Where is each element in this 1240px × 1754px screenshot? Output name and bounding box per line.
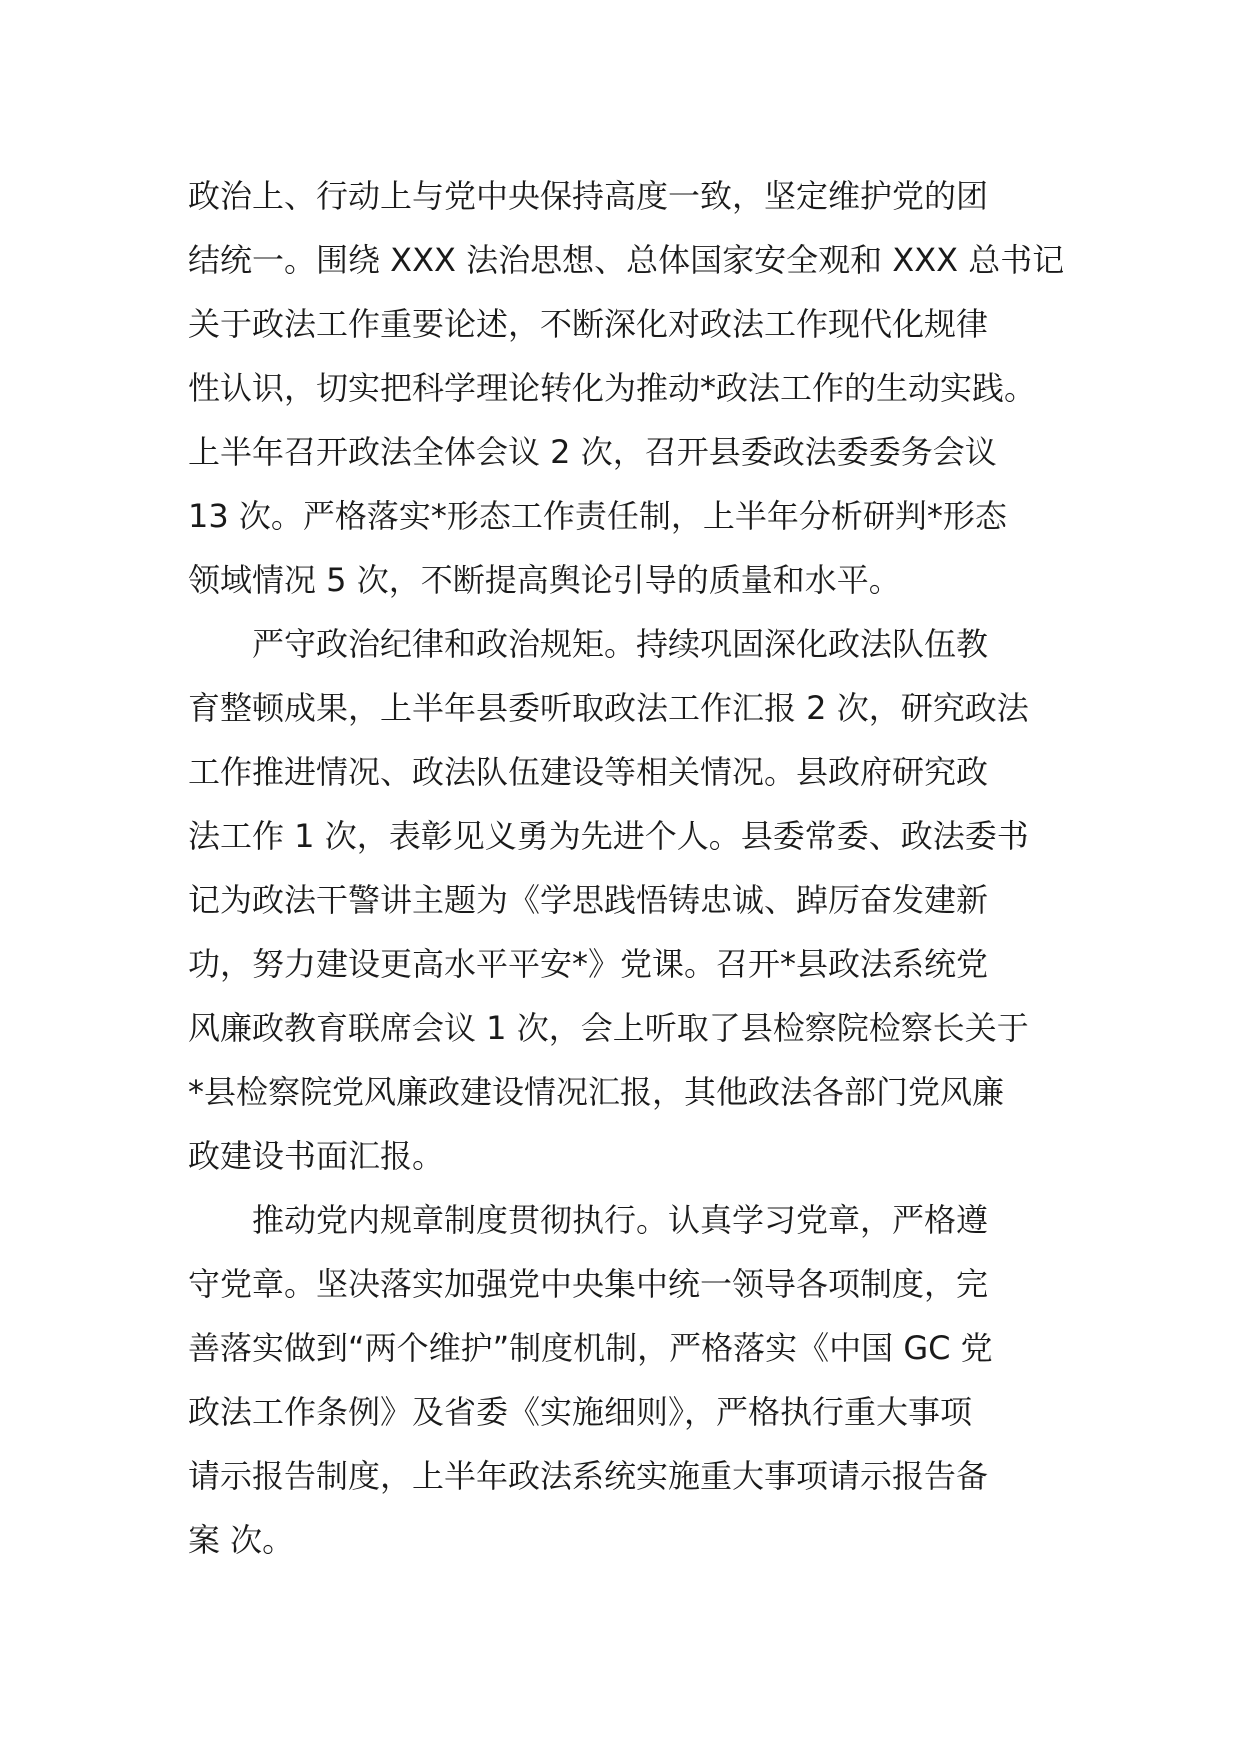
text-line: 13 次。严格落实*形态工作责任制，上半年分析研判*形态 (188, 497, 1007, 535)
text-line: 法工作 1 次，表彰见义勇为先进个人。县委常委、政法委书 (188, 817, 1029, 855)
text-line: 严守政治纪律和政治规矩。持续巩固深化政法队伍教 (252, 625, 989, 663)
text-line: 上半年召开政法全体会议 2 次，召开县委政法委委务会议 (188, 433, 997, 471)
paragraph-3 (188, 1188, 1056, 1572)
document-body (188, 164, 1065, 1572)
text-line: 推动党内规章制度贯彻执行。认真学习党章，严格遵 (252, 1201, 989, 1239)
text-line: 风廉政教育联席会议 1 次，会上听取了县检察院检察长关于 (188, 1009, 1029, 1047)
paragraph-2 (188, 612, 1056, 1188)
text-line: 政法工作条例》及省委《实施细则》，严格执行重大事项 (188, 1393, 973, 1431)
text-line: 记为政法干警讲主题为《学思践悟铸忠诚、踔厉奋发建新 (188, 881, 989, 919)
text-line: 结统一。围绕 XXX 法治思想、总体国家安全观和 XXX 总书记 (188, 241, 1065, 279)
text-line: 工作推进情况、政法队伍建设等相关情况。县政府研究政 (188, 753, 989, 791)
text-line: 守党章。坚决落实加强党中央集中统一领导各项制度，完 (188, 1265, 989, 1303)
text-line: 性认识，切实把科学理论转化为推动*政法工作的生动实践。 (188, 369, 1037, 407)
text-line: 关于政法工作重要论述，不断深化对政法工作现代化规律 (188, 305, 989, 343)
text-line: *县检察院党风廉政建设情况汇报，其他政法各部门党风廉 (188, 1073, 1005, 1111)
text-line: 政建设书面汇报。 (188, 1137, 445, 1175)
text-line: 政治上、行动上与党中央保持高度一致，坚定维护党的团 (188, 177, 989, 215)
paragraph-1 (188, 164, 1065, 612)
text-line: 请示报告制度，上半年政法系统实施重大事项请示报告备 (188, 1457, 989, 1495)
text-line: 育整顿成果，上半年县委听取政法工作汇报 2 次，研究政法 (188, 689, 1029, 727)
text-line: 案 次。 (188, 1521, 295, 1559)
text-line: 善落实做到“两个维护”制度机制，严格落实《中国 GC 党 (188, 1329, 993, 1367)
text-line: 功，努力建设更高水平平安*》党课。召开*县政法系统党 (188, 945, 989, 983)
text-line: 领域情况 5 次，不断提高舆论引导的质量和水平。 (188, 561, 901, 599)
